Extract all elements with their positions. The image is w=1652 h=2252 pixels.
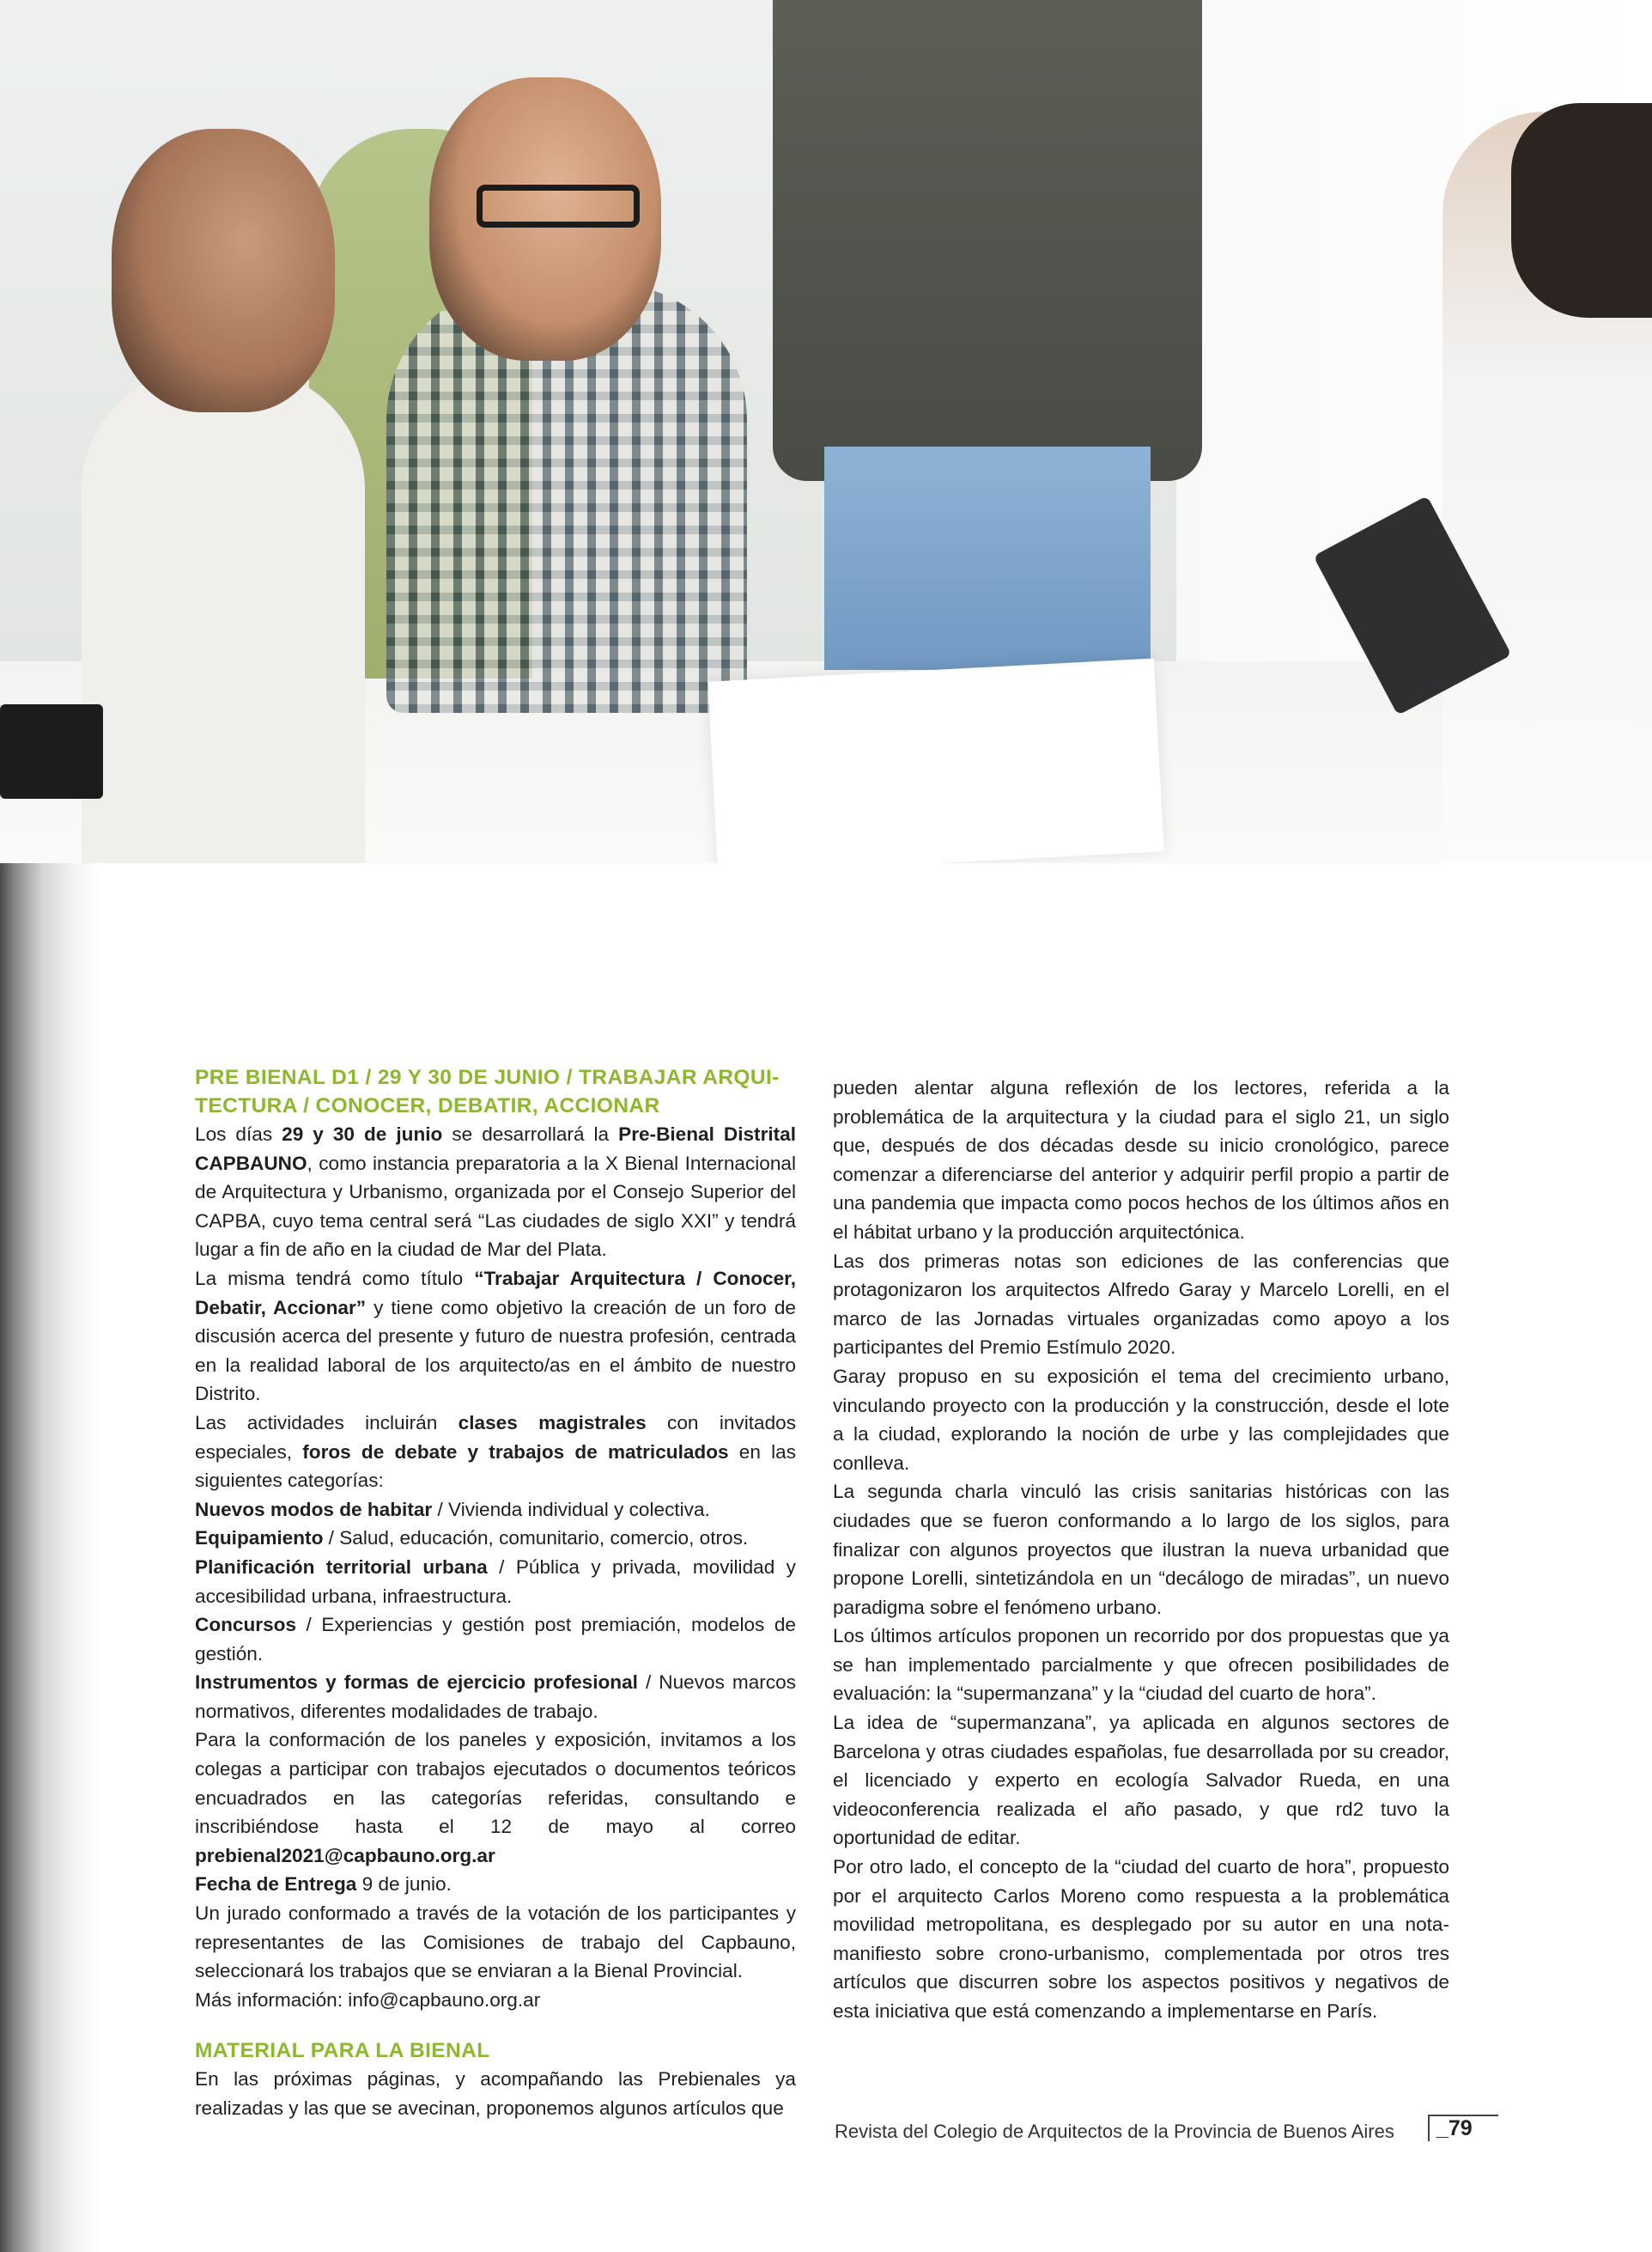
photo-person-left-shirt bbox=[82, 369, 365, 863]
category-name: Nuevos modos de habitar bbox=[195, 1498, 433, 1520]
text-bold: clases magistrales bbox=[458, 1411, 647, 1433]
paragraph-deadline bbox=[195, 1870, 796, 1899]
section-heading-prebienal: PRE BIENAL D1 / 29 Y 30 DE JUNIO / TRABAJAR ARQUI- TECTURA / CONOCER, DEBATIR, ACCIONAR bbox=[195, 1066, 780, 1117]
photo-person-right-hair bbox=[1511, 103, 1652, 318]
category-item bbox=[195, 1524, 796, 1553]
category-name: Concursos bbox=[195, 1614, 297, 1636]
paragraph-supermanzana: La idea de “supermanzana”, ya aplicada en algunos sectores de Barcelona y otras ciudades españolas, fue desarrollada por su creador, el licenciado y experto en ecología Salvador Rueda, en una videoconferencia realizada el año pasado, y que rd2 tuvo la oportunidad de editar. bbox=[833, 1712, 1449, 1849]
text-bold: foros de debate y trabajos de matriculados bbox=[302, 1440, 729, 1463]
paragraph-reflection: pueden alentar alguna reflexión de los lectores, referida a la problemática de la arquitectura y la ciudad para el siglo 21, un siglo que, después de dos décadas desde su inicio cronológico, parece comenzar a diferenciarse del anterior y adquirir perfil propio a partir de una pandemia que impacta como pocos hechos de los últimos años en el hábitat urbano y la producción arquitectónica. bbox=[833, 1077, 1449, 1243]
photo-paper bbox=[708, 659, 1163, 863]
paragraph-activities bbox=[195, 1409, 796, 1495]
category-item bbox=[195, 1553, 796, 1610]
category-item bbox=[195, 1495, 796, 1525]
text-bold: Fecha de Entrega bbox=[195, 1873, 357, 1896]
text-span: La misma tendrá como título bbox=[195, 1267, 475, 1289]
text-bold: “Trabajar Arquitectura / Conocer, Debatir, Accionar” bbox=[195, 1267, 797, 1318]
text-span: Los días bbox=[195, 1123, 282, 1145]
email-link[interactable]: prebienal2021@capbauno.org.ar bbox=[195, 1844, 495, 1866]
paragraph-last-articles: Los últimos artículos proponen un recorrido por dos propuestas que ya se han implementado parcialmente y que ofrecen posibilidades de evaluación: la “supermanzana” y la “ciudad del cuarto de hora”. bbox=[833, 1625, 1449, 1705]
category-desc: / Vivienda individual y colectiva. bbox=[432, 1498, 710, 1520]
photo-person-left-head bbox=[112, 129, 335, 412]
category-name: Planificación territorial urbana bbox=[195, 1555, 488, 1578]
paragraph-jury: Un jurado conformado a través de la votación de los participantes y representantes de las Comisiones de trabajo del Capbauno, seleccionará los trabajos que se enviaran a la Bienal Provincial. bbox=[195, 1902, 796, 1982]
text-span: Las actividades incluirán bbox=[195, 1411, 459, 1433]
page-footer: Revista del Colegio de Arquitectos de la Provincia de Buenos Aires bbox=[835, 2121, 1394, 2142]
text-span: , como instancia preparatoria a la X Bienal Internacional de Arquitectura y Urbanismo, organizada por el Consejo Superior del CAPBA, cuyo tema central será “Las ciudades de siglo XXI” y tendrá lugar a fin de año en la ciudad de Mar del Plata. bbox=[195, 1152, 796, 1261]
text-span: se desarrollará la bbox=[442, 1123, 619, 1145]
text-span: en las siguientes categorías: bbox=[195, 1440, 797, 1492]
header-photo bbox=[0, 0, 1652, 863]
category-name: Equipamiento bbox=[195, 1527, 324, 1549]
category-desc: / Pública y privada, movilidad y accesibilidad urbana, infraestructura. bbox=[195, 1555, 796, 1607]
category-desc: / Experiencias y gestión post premiación, modelos de gestión. bbox=[195, 1614, 796, 1665]
section-heading-material: MATERIAL PARA LA BIENAL bbox=[195, 2039, 490, 2063]
text-bold: 29 y 30 de junio bbox=[282, 1123, 443, 1145]
text-span: con invitados especiales, bbox=[195, 1411, 796, 1463]
text-span: 9 de junio. bbox=[356, 1873, 452, 1896]
category-item bbox=[195, 1668, 796, 1726]
page-number: _79 bbox=[1428, 2116, 1473, 2141]
category-name: Instrumentos y formas de ejercicio profesional bbox=[195, 1671, 638, 1694]
paragraph-lorelli: La segunda charla vinculó las crisis sanitarias históricas con las ciudades que se fueron conformando a lo largo de los siglos, para finalizar con algunos proyectos que ilustran la nueva urbanidad que propone Lorelli, sintetizándola en un “decálogo de miradas”, un nuevo paradigma sobre el fenómeno urbano. bbox=[833, 1481, 1449, 1618]
paragraph-title bbox=[195, 1264, 796, 1409]
photo-person-jeans bbox=[824, 447, 1151, 670]
photo-person-hoodie bbox=[773, 0, 1202, 481]
paragraph-info: Más información: info@capbauno.org.ar bbox=[195, 1988, 541, 2011]
category-desc: / Salud, educación, comunitario, comercio, otros. bbox=[323, 1527, 749, 1549]
paragraph-intro bbox=[195, 1120, 796, 1264]
paragraph-call bbox=[195, 1726, 796, 1870]
category-desc: / Nuevos marcos normativos, diferentes modalidades de trabajo. bbox=[195, 1671, 796, 1722]
paragraph-cuarto-de-hora: Por otro lado, el concepto de la “ciudad del cuarto de hora”, propuesto por el arquitecto Carlos Moreno como respuesta a la problemática movilidad metropolitana, es desplegado por su autor en una nota-manifiesto sobre crono-urbanismo, complementada por otros tres artículos que discurren sobre los aspectos positivos y negativos de esta iniciativa que está comenzando a implementarse en París. bbox=[833, 1856, 1449, 2022]
paragraph-garay: Garay propuso en su exposición el tema del crecimiento urbano, vinculando proyecto con la producción y la construcción, desde el lote a la ciudad, explorando la noción de urbe y las complejidades que conlleva. bbox=[833, 1365, 1449, 1474]
text-bold: Pre-Bienal Distrital CAPBAUNO bbox=[195, 1123, 797, 1174]
category-item bbox=[195, 1610, 796, 1668]
text-span: Para la conformación de los paneles y exposición, invitamos a los colegas a participar con trabajos ejecutados o documentos teóricos encuadrados en las categorías referidas, consultando e inscribiéndose hasta el 12 de mayo al correo bbox=[195, 1729, 796, 1838]
photo-binder bbox=[0, 704, 103, 799]
photo-glasses bbox=[477, 185, 640, 228]
paragraph-material: En las próximas páginas, y acompañando las Prebienales ya realizadas y las que se avecinan, proponemos algunos artículos que bbox=[195, 2068, 796, 2119]
left-column bbox=[195, 1063, 796, 2123]
right-column bbox=[833, 1074, 1449, 2026]
text-span: y tiene como objetivo la creación de un foro de discusión acerca del presente y futuro de nuestra profesión, centrada en la realidad laboral de los arquitecto/as en el ámbito de nuestro Distrito. bbox=[195, 1296, 797, 1405]
paragraph-notes: Las dos primeras notas son ediciones de las conferencias que protagonizaron los arquitectos Alfredo Garay y Marcelo Lorelli, en el marco de las Jornadas virtuales organizadas como apoyo a los participantes del Premio Estímulo 2020. bbox=[833, 1250, 1449, 1359]
